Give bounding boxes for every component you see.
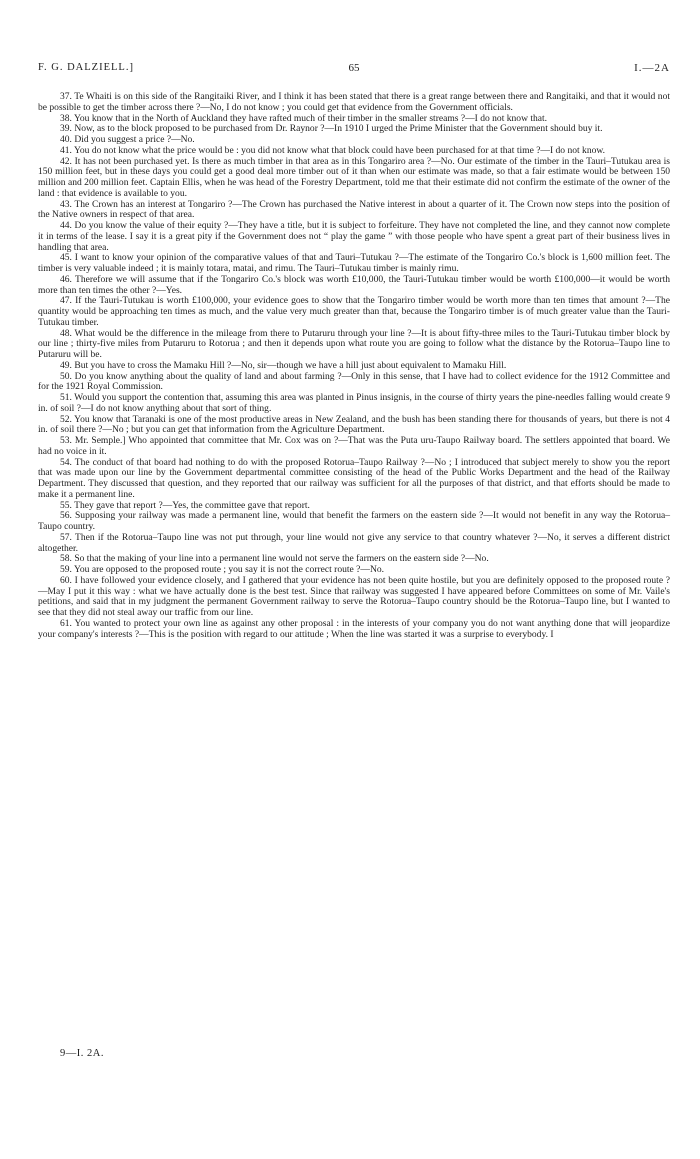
paragraph-55: 55. They gave that report ?—Yes, the committee gave that report. <box>60 499 310 511</box>
page-footer: 9—I. 2A. <box>60 1048 104 1059</box>
paragraph-54: 54. The conduct of that board had nothing to do with the proposed Rotorua–Taupo Railway ?—No ; I introduced that subject merely to show you the report that was made upon our line by the Government departmental committee consisting of the head of the Public Works Department and the head of the Railway Department. They discussed that question, and they reported that our railway was sufficient for all the purposes of that district, and that efforts should be made to make it a permanent line. <box>38 456 670 500</box>
paragraph-60: 60. I have followed your evidence closely, and I gathered that your evidence has not been quite hostile, but you are definitely opposed to the proposed route ?—May I put it this way : what we have actually done is the best test. Since that railway was suggested I have appeared before Committees on some of Mr. Vaile's petitions, and said that in my judgment the permanent Government railway to serve the Rotorua–Taupo country should be the Rotorua–Taupo line, but I wanted to see that they did not steal away our traffic from our line. <box>38 574 670 618</box>
paragraph-38: 38. You know that in the North of Auckland they have rafted much of their timber in the smaller streams ?—I do not know that. <box>60 112 548 124</box>
paragraph-47: 47. If the Tauri-Tutukau is worth £100,000, your evidence goes to show that the Tongariro timber would be worth more than ten times that amount ?—The quantity would be approaching ten times as much, and the value very much greater than that, because the Tongariro timber is of much greater value than the Tauri-Tutukau timber. <box>38 295 670 328</box>
witness-name: F. G. DALZIELL.] <box>38 62 134 73</box>
paragraph-45: 45. I want to know your opinion of the comparative values of that and Tauri–Tutukau ?—The estimate of the Tongariro Co.'s block is 1,600 million feet. The timber is very valuable indeed ; it is mainly totara, matai, and rimu. The Tauri–Tutukau timber is mainly rimu. <box>38 252 670 274</box>
paragraph-49: 49. But you have to cross the Mamaku Hill ?—No, sir—though we have a hill just about equivalent to Mamaku Hill. <box>60 359 507 371</box>
paragraph-59: 59. You are opposed to the proposed route ; you say it is not the correct route ?—No. <box>60 564 385 575</box>
paragraph-46: 46. Therefore we will assume that if the Tongariro Co.'s block was worth £10,000, the Tauri-Tutukau timber would be worth £100,000—it would be worth more than ten times the other ?—Yes. <box>38 273 670 296</box>
paragraph-40: 40. Did you suggest a price ?—No. <box>60 134 195 145</box>
paragraph-39: 39. Now, as to the block proposed to be purchased from Dr. Raynor ?—In 1910 I urged the Prime Minister that the Government should buy it. <box>60 123 603 135</box>
transcript-body <box>38 92 670 640</box>
paragraph-37: 37. Te Whaiti is on this side of the Rangitaiki River, and I think it has been stated that there is a great range between there and Rangitaiki, and that it would not be possible to get the timber across there ?—No, I do not know ; you could get that evidence from the Government officials. <box>38 91 670 113</box>
paragraph-50: 50. Do you know anything about the quality of land and about farming ?—Only in this sense, that I have had to collect evidence for the 1912 Committee and for the 1921 Royal Commission. <box>38 370 670 393</box>
paragraph-43: 43. The Crown has an interest at Tongariro ?—The Crown has purchased the Native interest in about a quarter of it. The Crown now steps into the position of the Native owners in respect of that area. <box>38 198 670 221</box>
paragraph-48: 48. What would be the difference in the mileage from there to Putaruru through your line ?—It is about fifty-three miles to the Tauri-Tutukau timber block by our line ; thirty-five miles from Putaruru to Rotorua ; and then it depends upon what route you are going to follow what the distance by the Rotorua–Taupo line to Putaruru will be. <box>38 327 670 360</box>
paragraph-42: 42. It has not been purchased yet. Is there as much timber in that area as in this Tongariro area ?—No. Our estimate of the timber in the Tauri–Tutukau area is 150 million feet, but in these days you could get a good deal more timber out of it than when our estimate was made, so that a fair estimate would be between 150 million and 200 million feet. Captain Ellis, when he was head of the Forestry Department, told me that their estimate did not confirm the estimate of the owner of the land : that evidence is available to you. <box>38 155 670 199</box>
paragraph-44: 44. Do you know the value of their equity ?—They have a title, but it is subject to forfeiture. They have not completed the line, and they cannot now complete it in terms of the lease. I say it is a great pity if the Government does not “ play the game ” with those people who have spent a great part of their business lives in handling that area. <box>38 220 670 253</box>
page-header <box>38 62 670 78</box>
paragraph-56: 56. Supposing your railway was made a permanent line, would that benefit the farmers on the eastern side ?—It would not benefit in any way the Rotorua–Taupo country. <box>38 510 670 532</box>
paragraph-53: 53. Mr. Semple.] Who appointed that committee that Mr. Cox was on ?—That was the Puta uru-Taupo Railway board. The settlers appointed that board. We had no voice in it. <box>38 435 670 457</box>
paragraph-52: 52. You know that Taranaki is one of the most productive areas in New Zealand, and the bush has been standing there for thousands of years, but there is not 4 in. of soil there ?—No ; but you can get that information from the Agriculture Department. <box>38 413 670 436</box>
paragraph-41: 41. You do not know what the price would be : you did not know what that block could have been purchased for at that time ?—I do not know. <box>60 144 606 156</box>
paragraph-51: 51. Would you support the contention that, assuming this area was planted in Pinus insignis, in the course of thirty years the pine-needles falling would create 9 in. of soil ?—I do not know anything about that sort of thing. <box>38 392 670 414</box>
paragraph-58: 58. So that the making of your line into a permanent line would not serve the farmers on the eastern side ?—No. <box>60 553 489 565</box>
page-number: 65 <box>348 62 360 74</box>
paragraph-57: 57. Then if the Rotorua–Taupo line was not put through, your line would not give any service to that country whatever ?—No, it serves a different district altogether. <box>38 531 670 554</box>
document-reference: I.—2A <box>634 62 670 74</box>
paragraph-61: 61. You wanted to protect your own line as against any other proposal : in the interests of your company you do not want anything done that will jeopardize your company's interests ?—This is the position with regard to our attitude ; When the line was started it was a surprise to everybody. I <box>38 617 670 640</box>
